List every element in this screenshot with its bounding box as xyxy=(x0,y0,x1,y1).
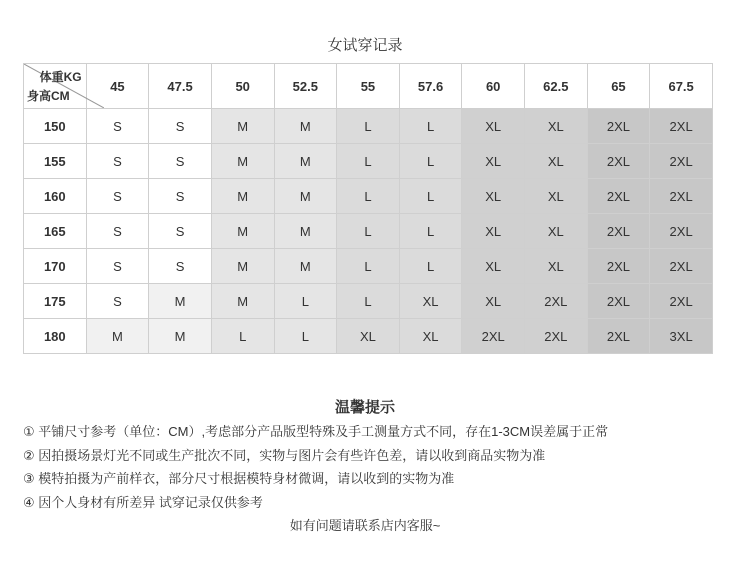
size-cell: 2XL xyxy=(587,249,650,284)
size-cell: L xyxy=(274,319,337,354)
size-cell: M xyxy=(211,109,274,144)
size-cell: XL xyxy=(399,319,462,354)
size-cell: 2XL xyxy=(525,319,588,354)
table-row xyxy=(24,319,713,354)
table-row xyxy=(24,249,713,284)
size-table xyxy=(23,63,713,354)
size-cell: 2XL xyxy=(650,179,713,214)
size-cell: M xyxy=(211,214,274,249)
size-cell: 2XL xyxy=(462,319,525,354)
size-cell: S xyxy=(86,284,149,319)
size-cell: 2XL xyxy=(587,179,650,214)
size-cell: L xyxy=(211,319,274,354)
weight-header: 52.5 xyxy=(274,64,337,109)
size-cell: 2XL xyxy=(650,214,713,249)
size-cell: M xyxy=(149,284,212,319)
size-cell: XL xyxy=(462,249,525,284)
size-cell: M xyxy=(211,284,274,319)
size-cell: L xyxy=(337,144,400,179)
size-cell: XL xyxy=(337,319,400,354)
weight-header: 50 xyxy=(211,64,274,109)
weight-header: 47.5 xyxy=(149,64,212,109)
size-cell: XL xyxy=(525,249,588,284)
size-cell: 3XL xyxy=(650,319,713,354)
size-cell: XL xyxy=(525,144,588,179)
size-cell: 2XL xyxy=(650,284,713,319)
size-cell: M xyxy=(274,109,337,144)
size-cell: L xyxy=(337,249,400,284)
size-cell: 2XL xyxy=(587,109,650,144)
size-cell: 2XL xyxy=(587,214,650,249)
size-table-body xyxy=(24,109,713,354)
size-cell: S xyxy=(149,249,212,284)
weight-header: 57.6 xyxy=(399,64,462,109)
size-cell: 2XL xyxy=(525,284,588,319)
size-cell: M xyxy=(211,249,274,284)
height-header: 165 xyxy=(24,214,87,249)
size-cell: M xyxy=(274,214,337,249)
size-cell: S xyxy=(149,179,212,214)
size-cell: M xyxy=(86,319,149,354)
size-cell: S xyxy=(86,109,149,144)
weight-header-row xyxy=(24,64,713,109)
size-cell: L xyxy=(399,214,462,249)
height-header: 160 xyxy=(24,179,87,214)
size-cell: L xyxy=(337,284,400,319)
contact-note: 如有问题请联系店内客服~ xyxy=(289,518,441,533)
chart-title: 女试穿记录 xyxy=(327,37,403,54)
tip-item: ④ 因个人身材有所差异 试穿记录仅供参考 xyxy=(23,494,263,510)
size-cell: S xyxy=(86,144,149,179)
weight-header: 62.5 xyxy=(525,64,588,109)
size-cell: 2XL xyxy=(587,284,650,319)
size-cell: XL xyxy=(525,179,588,214)
size-cell: 2XL xyxy=(587,319,650,354)
size-cell: M xyxy=(211,179,274,214)
size-cell: S xyxy=(86,214,149,249)
weight-header: 45 xyxy=(86,64,149,109)
size-cell: 2XL xyxy=(650,144,713,179)
height-axis-label: 身高CM xyxy=(27,89,70,103)
size-cell: 2XL xyxy=(650,249,713,284)
size-cell: S xyxy=(86,179,149,214)
table-row xyxy=(24,179,713,214)
tips-title: 温馨提示 xyxy=(334,399,395,416)
corner-header xyxy=(24,64,87,109)
tip-item: ③ 模特拍摄为产前样衣，部分尺寸根据模特身材微调，请以收到的实物为准 xyxy=(23,471,455,486)
size-cell: 2XL xyxy=(587,144,650,179)
size-cell: XL xyxy=(462,284,525,319)
size-cell: L xyxy=(399,179,462,214)
size-cell: M xyxy=(274,179,337,214)
table-row xyxy=(24,109,713,144)
size-cell: M xyxy=(149,319,212,354)
weight-header: 67.5 xyxy=(650,64,713,109)
size-cell: XL xyxy=(462,214,525,249)
size-cell: L xyxy=(399,109,462,144)
tip-item: ① 平铺尺寸参考（单位：CM）,考虑部分产品版型特殊及手工测量方式不同，存在1-3CM误差属于正常 xyxy=(23,424,609,439)
height-header: 175 xyxy=(24,284,87,319)
size-cell: S xyxy=(149,214,212,249)
weight-header: 65 xyxy=(587,64,650,109)
table-row xyxy=(24,284,713,319)
tips-list xyxy=(23,420,723,514)
height-header: 155 xyxy=(24,144,87,179)
size-cell: L xyxy=(337,179,400,214)
height-header: 150 xyxy=(24,109,87,144)
size-cell: M xyxy=(274,249,337,284)
size-cell: M xyxy=(274,144,337,179)
size-cell: XL xyxy=(462,179,525,214)
weight-header: 60 xyxy=(462,64,525,109)
tip-item: ② 因拍摄场景灯光不同或生产批次不同，实物与图片会有些许色差，请以收到商品实物为准 xyxy=(23,447,546,463)
size-cell: L xyxy=(337,109,400,144)
size-cell: XL xyxy=(399,284,462,319)
size-cell: L xyxy=(337,214,400,249)
size-cell: XL xyxy=(462,144,525,179)
size-cell: L xyxy=(399,144,462,179)
size-cell: L xyxy=(399,249,462,284)
table-row xyxy=(24,144,713,179)
size-cell: S xyxy=(149,144,212,179)
height-header: 170 xyxy=(24,249,87,284)
weight-axis-label: 体重KG xyxy=(39,70,82,84)
weight-header: 55 xyxy=(337,64,400,109)
size-cell: S xyxy=(149,109,212,144)
height-header: 180 xyxy=(24,319,87,354)
size-cell: XL xyxy=(525,109,588,144)
size-cell: XL xyxy=(525,214,588,249)
size-cell: 2XL xyxy=(650,109,713,144)
size-cell: XL xyxy=(462,109,525,144)
size-cell: S xyxy=(86,249,149,284)
size-cell: L xyxy=(274,284,337,319)
size-cell: M xyxy=(211,144,274,179)
table-row xyxy=(24,214,713,249)
